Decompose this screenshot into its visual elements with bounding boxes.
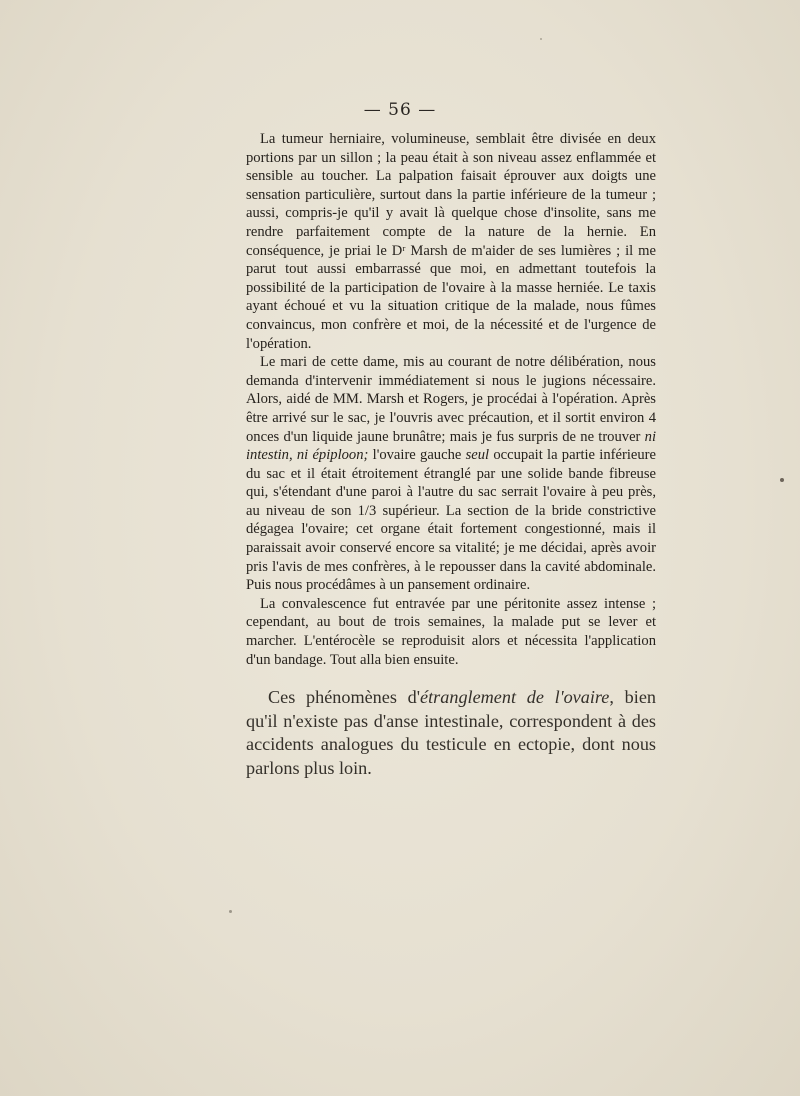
italic-text: étranglement de l'ovaire xyxy=(420,687,610,707)
paragraph-1 xyxy=(246,130,656,353)
text-run: occupait la partie inférieure du sac et il était étroitement étranglé par une solide bande fibreuse qui, s'étendant d'une paroi à l'autre du sac serrait l'ovaire à peu près, au niveau de son 1/3 supérieur. La section de la bride constrictive dégagea l'ovaire; cet organe était fortement congestionné, mais il paraissait avoir conservé encore sa vitalité; je me décidai, après avoir pris l'avis de mes confrères, à le repousser dans la cavité abdominale. Puis nous procédâmes à un pansement ordinaire. xyxy=(246,447,656,594)
text-run: Ces phénomènes d' xyxy=(268,687,421,707)
text-run: La tumeur herniaire, volumineuse, semblait être divisée en deux portions par un sillon ; la peau était à son niveau assez enflammée et sensible au toucher. La palpation faisait éprouver aux doigts une sensation particulière, surtout dans la partie inférieure de la tumeur ; aussi, compris-je qu'il y avait là quelque chose d'insolite, sans me rendre parfaitement compte de la nature de la hernie. En conséquence, je priai le Dʳ Marsh de m'aider de ses lumières ; il me parut tout aussi embarrassé que moi, en admettant toutefois la possibilité de la participation de l'ovaire à la masse herniée. Le taxis ayant échoué et vu la situation critique de la malade, nous fûmes convaincus, mon confrère et moi, de la nécessité et de l'urgence de l'opération. xyxy=(246,131,656,352)
italic-text: ni intestin, ni épiploon; xyxy=(246,428,656,464)
closing-text xyxy=(246,686,656,780)
text-run: Le mari de cette dame, mis au courant de notre délibération, nous demanda d'intervenir immédiatement si nous le jugions nécessaire. Alors, aidé de MM. Marsh et Rogers, je procédai à l'opération. Après être arrivé sur le sac, je l'ouvris avec précaution, et il sortit environ 4 onces d'un liquide jaune brunâtre; mais je fus surpris de ne trouver xyxy=(246,354,656,445)
page-number: — 56 — xyxy=(363,100,437,120)
text-run: La convalescence fut entravée par une péritonite assez intense ; cependant, au bout de trois semaines, la malade put se lever et marcher. L'entérocèle se reproduisit alors et nécessita l'application d'un bandage. Tout alla bien ensuite. xyxy=(246,595,656,668)
text-run: , bien qu'il n'existe pas d'anse intestinale, correspondent à des accidents analogues du testicule en ectopie, dont nous parlons plus loin. xyxy=(246,687,656,778)
paper-speck xyxy=(229,910,232,913)
paper-speck xyxy=(780,478,784,482)
italic-text: seul xyxy=(465,447,490,464)
text-run: l'ovaire gauche xyxy=(368,447,466,464)
paragraph-3 xyxy=(246,595,656,669)
closing-paragraph xyxy=(246,686,656,780)
body-text xyxy=(246,130,656,669)
paper-speck xyxy=(540,38,542,40)
paragraph-2 xyxy=(246,353,656,595)
